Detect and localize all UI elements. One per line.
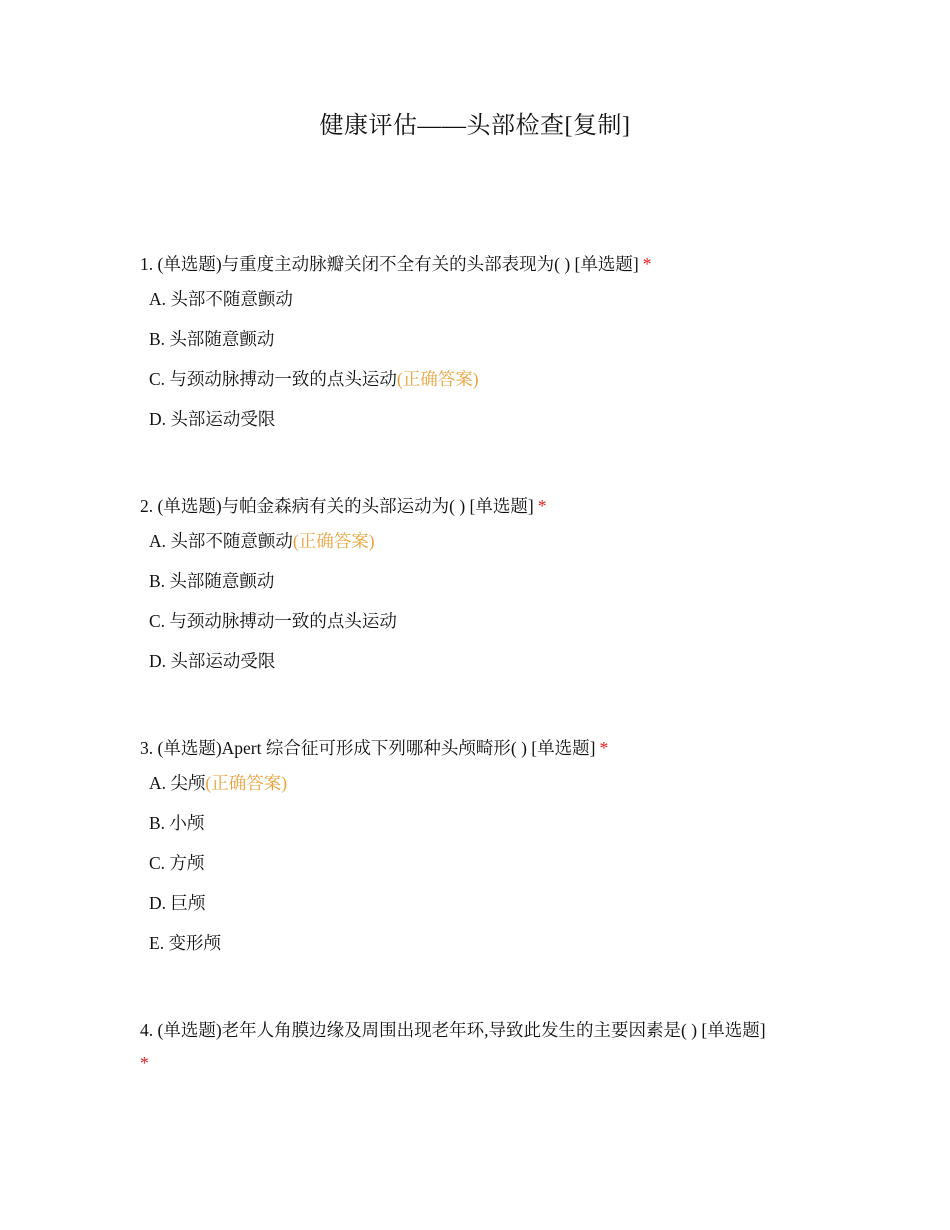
required-mark: * [599, 738, 609, 758]
option-text: C. 与颈动脉搏动一致的点头运动 [149, 369, 397, 389]
question-text: 4. (单选题)老年人角膜边缘及周围出现老年环,导致此发生的主要因素是( ) [单选题] [140, 1020, 766, 1040]
option-list [149, 529, 820, 689]
option-list [149, 287, 820, 447]
question-1 [140, 248, 820, 447]
option-text: E. 变形颅 [149, 933, 221, 953]
option-text: D. 头部运动受限 [149, 409, 276, 429]
correct-answer-tag: (正确答案) [396, 369, 479, 389]
option-c[interactable] [149, 851, 820, 891]
option-text: A. 头部不随意颤动 [149, 289, 293, 309]
option-text: C. 方颅 [149, 853, 205, 873]
question-4 [140, 1014, 820, 1080]
question-stem [140, 248, 820, 281]
option-b[interactable] [149, 811, 820, 851]
option-text: A. 尖颅 [149, 773, 206, 793]
question-2 [140, 490, 820, 689]
option-c[interactable] [149, 609, 820, 649]
option-text: D. 巨颅 [149, 893, 206, 913]
correct-answer-tag: (正确答案) [205, 773, 288, 793]
option-text: A. 头部不随意颤动 [149, 531, 293, 551]
question-stem [140, 1014, 820, 1080]
question-text: 1. (单选题)与重度主动脉瓣关闭不全有关的头部表现为( ) [单选题] [140, 254, 639, 274]
option-e[interactable] [149, 931, 820, 971]
option-a[interactable] [149, 771, 820, 811]
page-title: 健康评估——头部检查[复制] [319, 113, 631, 139]
question-stem [140, 490, 820, 523]
option-list [149, 771, 820, 971]
option-text: B. 头部随意颤动 [149, 329, 275, 349]
option-d[interactable] [149, 891, 820, 931]
option-c[interactable] [149, 367, 820, 407]
option-b[interactable] [149, 327, 820, 367]
question-3 [140, 732, 820, 971]
correct-answer-tag: (正确答案) [292, 531, 375, 551]
question-text: 3. (单选题)Apert 综合征可形成下列哪种头颅畸形( ) [单选题] [140, 738, 596, 758]
option-text: B. 头部随意颤动 [149, 571, 275, 591]
option-text: B. 小颅 [149, 813, 205, 833]
option-a[interactable] [149, 529, 820, 569]
required-mark: * [642, 254, 652, 274]
option-d[interactable] [149, 649, 820, 689]
option-b[interactable] [149, 569, 820, 609]
question-text: 2. (单选题)与帕金森病有关的头部运动为( ) [单选题] [140, 496, 534, 516]
question-stem [140, 732, 820, 765]
required-mark: * [537, 496, 547, 516]
required-mark: * [140, 1053, 149, 1073]
option-a[interactable] [149, 287, 820, 327]
option-d[interactable] [149, 407, 820, 447]
option-text: C. 与颈动脉搏动一致的点头运动 [149, 611, 397, 631]
option-text: D. 头部运动受限 [149, 651, 276, 671]
